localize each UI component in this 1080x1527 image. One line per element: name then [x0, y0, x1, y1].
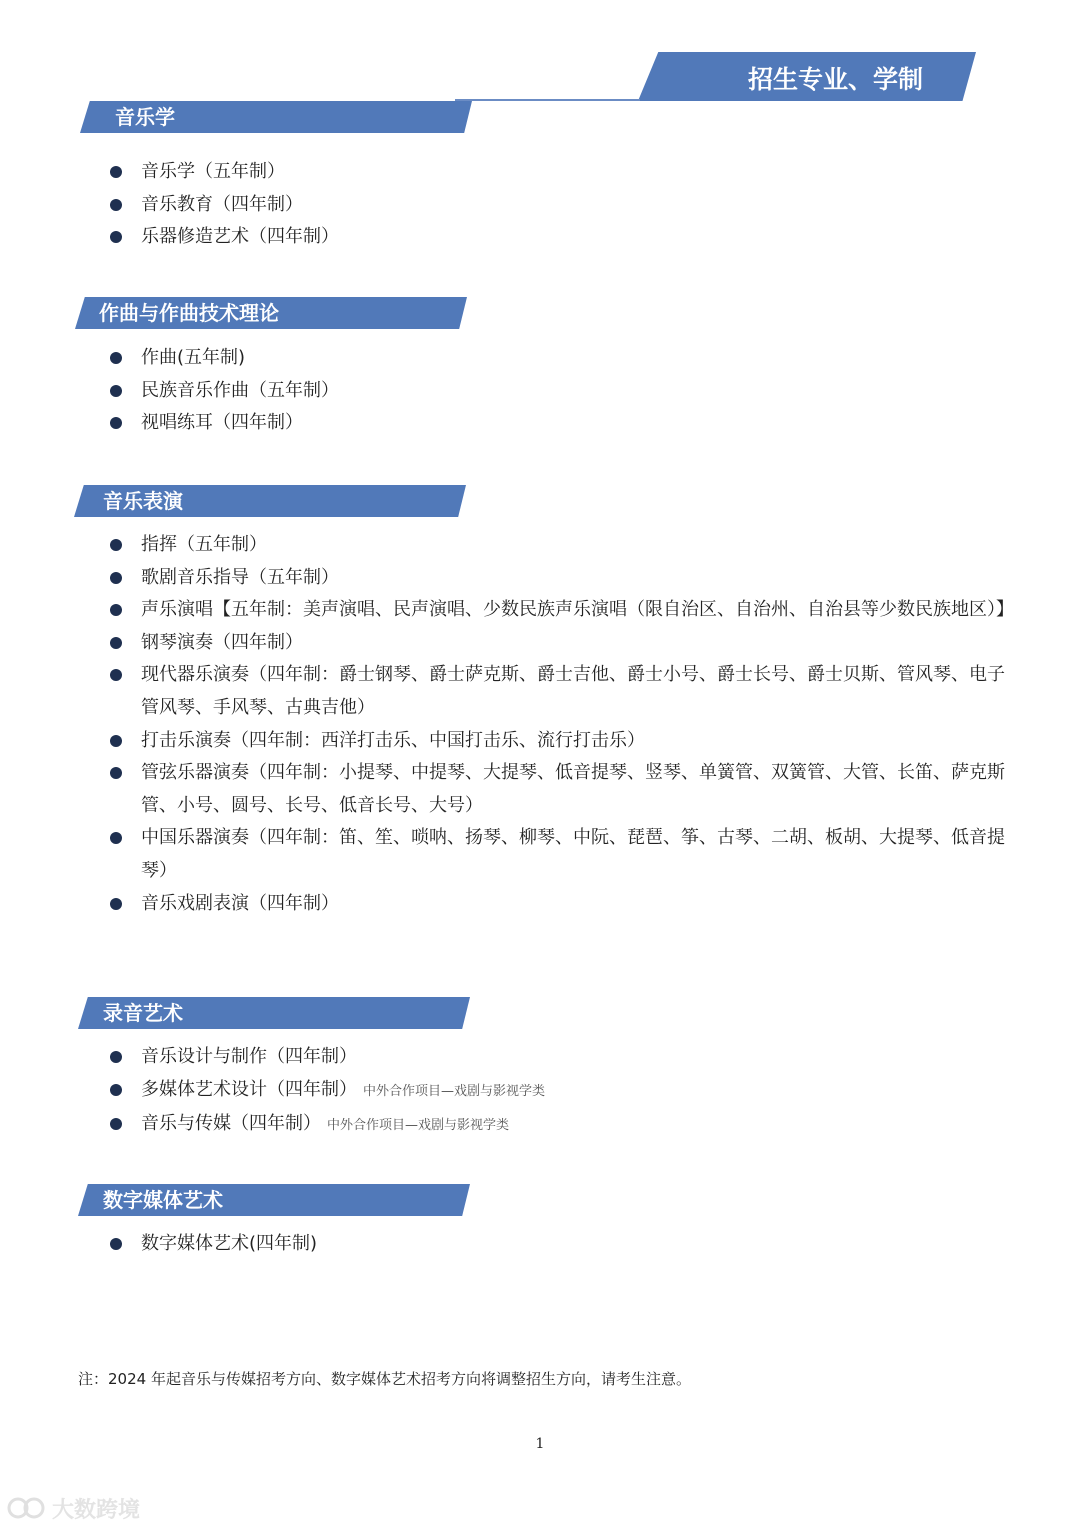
bullet-icon — [110, 231, 122, 243]
list-item: 民族音乐作曲（五年制） — [108, 375, 1008, 408]
bullet-icon — [110, 637, 122, 649]
section-list-recording — [108, 1041, 1008, 1143]
bullet-icon — [110, 1084, 122, 1096]
list-item: 管弦乐器演奏（四年制：小提琴、中提琴、大提琴、低音提琴、竖琴、单簧管、双簧管、大管、长笛、萨克斯管、小号、圆号、长号、低音长号、大号） — [108, 757, 1008, 822]
list-item: 音乐教育（四年制） — [108, 189, 1008, 222]
bullet-icon — [110, 539, 122, 551]
section-title-recording: 录音艺术 — [103, 1001, 183, 1025]
list-item: 音乐学（五年制） — [108, 156, 1008, 189]
section-title-digital-media: 数字媒体艺术 — [103, 1188, 223, 1212]
section-title-performance: 音乐表演 — [103, 489, 183, 513]
bullet-icon — [110, 832, 122, 844]
cooperation-note: 中外合作项目—戏剧与影视学类 — [327, 1118, 510, 1134]
list-item: 中国乐器演奏（四年制：笛、笙、唢呐、扬琴、柳琴、中阮、琵琶、筝、古琴、二胡、板胡、大提琴、低音提琴） — [108, 822, 1008, 887]
watermark-logo-icon — [6, 1495, 48, 1521]
list-item: 打击乐演奏（四年制：西洋打击乐、中国打击乐、流行打击乐） — [108, 725, 1008, 758]
section-list-composition — [108, 342, 1008, 440]
bullet-icon — [110, 166, 122, 178]
page-title: 招生专业、学制 — [748, 65, 924, 94]
list-item: 作曲(五年制) — [108, 342, 1008, 375]
list-item: 音乐戏剧表演（四年制） — [108, 888, 1008, 921]
bullet-icon — [110, 669, 122, 681]
list-item: 数字媒体艺术(四年制) — [108, 1228, 1008, 1261]
section-list-performance — [108, 529, 1014, 920]
section-title-musicology: 音乐学 — [115, 105, 175, 129]
page-number: 1 — [535, 1436, 545, 1452]
list-item: 多媒体艺术设计（四年制） 中外合作项目—戏剧与影视学类 — [108, 1074, 1008, 1109]
bullet-icon — [110, 1051, 122, 1063]
footnote: 注：2024 年起音乐与传媒招考方向、数字媒体艺术招考方向将调整招生方向，请考生注意。 — [78, 1370, 691, 1388]
list-item: 指挥（五年制） — [108, 529, 1008, 562]
cooperation-note: 中外合作项目—戏剧与影视学类 — [363, 1083, 546, 1099]
section-list-musicology — [108, 156, 1008, 254]
header-rule — [455, 99, 640, 101]
watermark — [6, 1492, 140, 1524]
watermark-text: 大数跨境 — [52, 1497, 141, 1523]
list-item: 钢琴演奏（四年制） — [108, 627, 1008, 660]
list-item: 音乐设计与制作（四年制） — [108, 1041, 1008, 1074]
list-item: 乐器修造艺术（四年制） — [108, 221, 1008, 254]
list-item: 现代器乐演奏（四年制：爵士钢琴、爵士萨克斯、爵士吉他、爵士小号、爵士长号、爵士贝斯、管风琴、电子管风琴、手风琴、古典吉他） — [108, 659, 1008, 724]
section-list-digital-media — [108, 1228, 1008, 1261]
bullet-icon — [110, 735, 122, 747]
bullet-icon — [110, 572, 122, 584]
list-item: 声乐演唱【五年制：美声演唱、民声演唱、少数民族声乐演唱（限自治区、自治州、自治县等少数民族地区）】 — [108, 594, 1008, 627]
bullet-icon — [110, 604, 122, 616]
list-item: 歌剧音乐指导（五年制） — [108, 562, 1008, 595]
bullet-icon — [110, 385, 122, 397]
bullet-icon — [110, 352, 122, 364]
bullet-icon — [110, 898, 122, 910]
bullet-icon — [110, 767, 122, 779]
bullet-icon — [110, 417, 122, 429]
list-item: 音乐与传媒（四年制） 中外合作项目—戏剧与影视学类 — [108, 1108, 1008, 1143]
bullet-icon — [110, 1238, 122, 1250]
list-item: 视唱练耳（四年制） — [108, 407, 1008, 440]
bullet-icon — [110, 199, 122, 211]
section-title-composition: 作曲与作曲技术理论 — [99, 301, 279, 325]
bullet-icon — [110, 1118, 122, 1130]
